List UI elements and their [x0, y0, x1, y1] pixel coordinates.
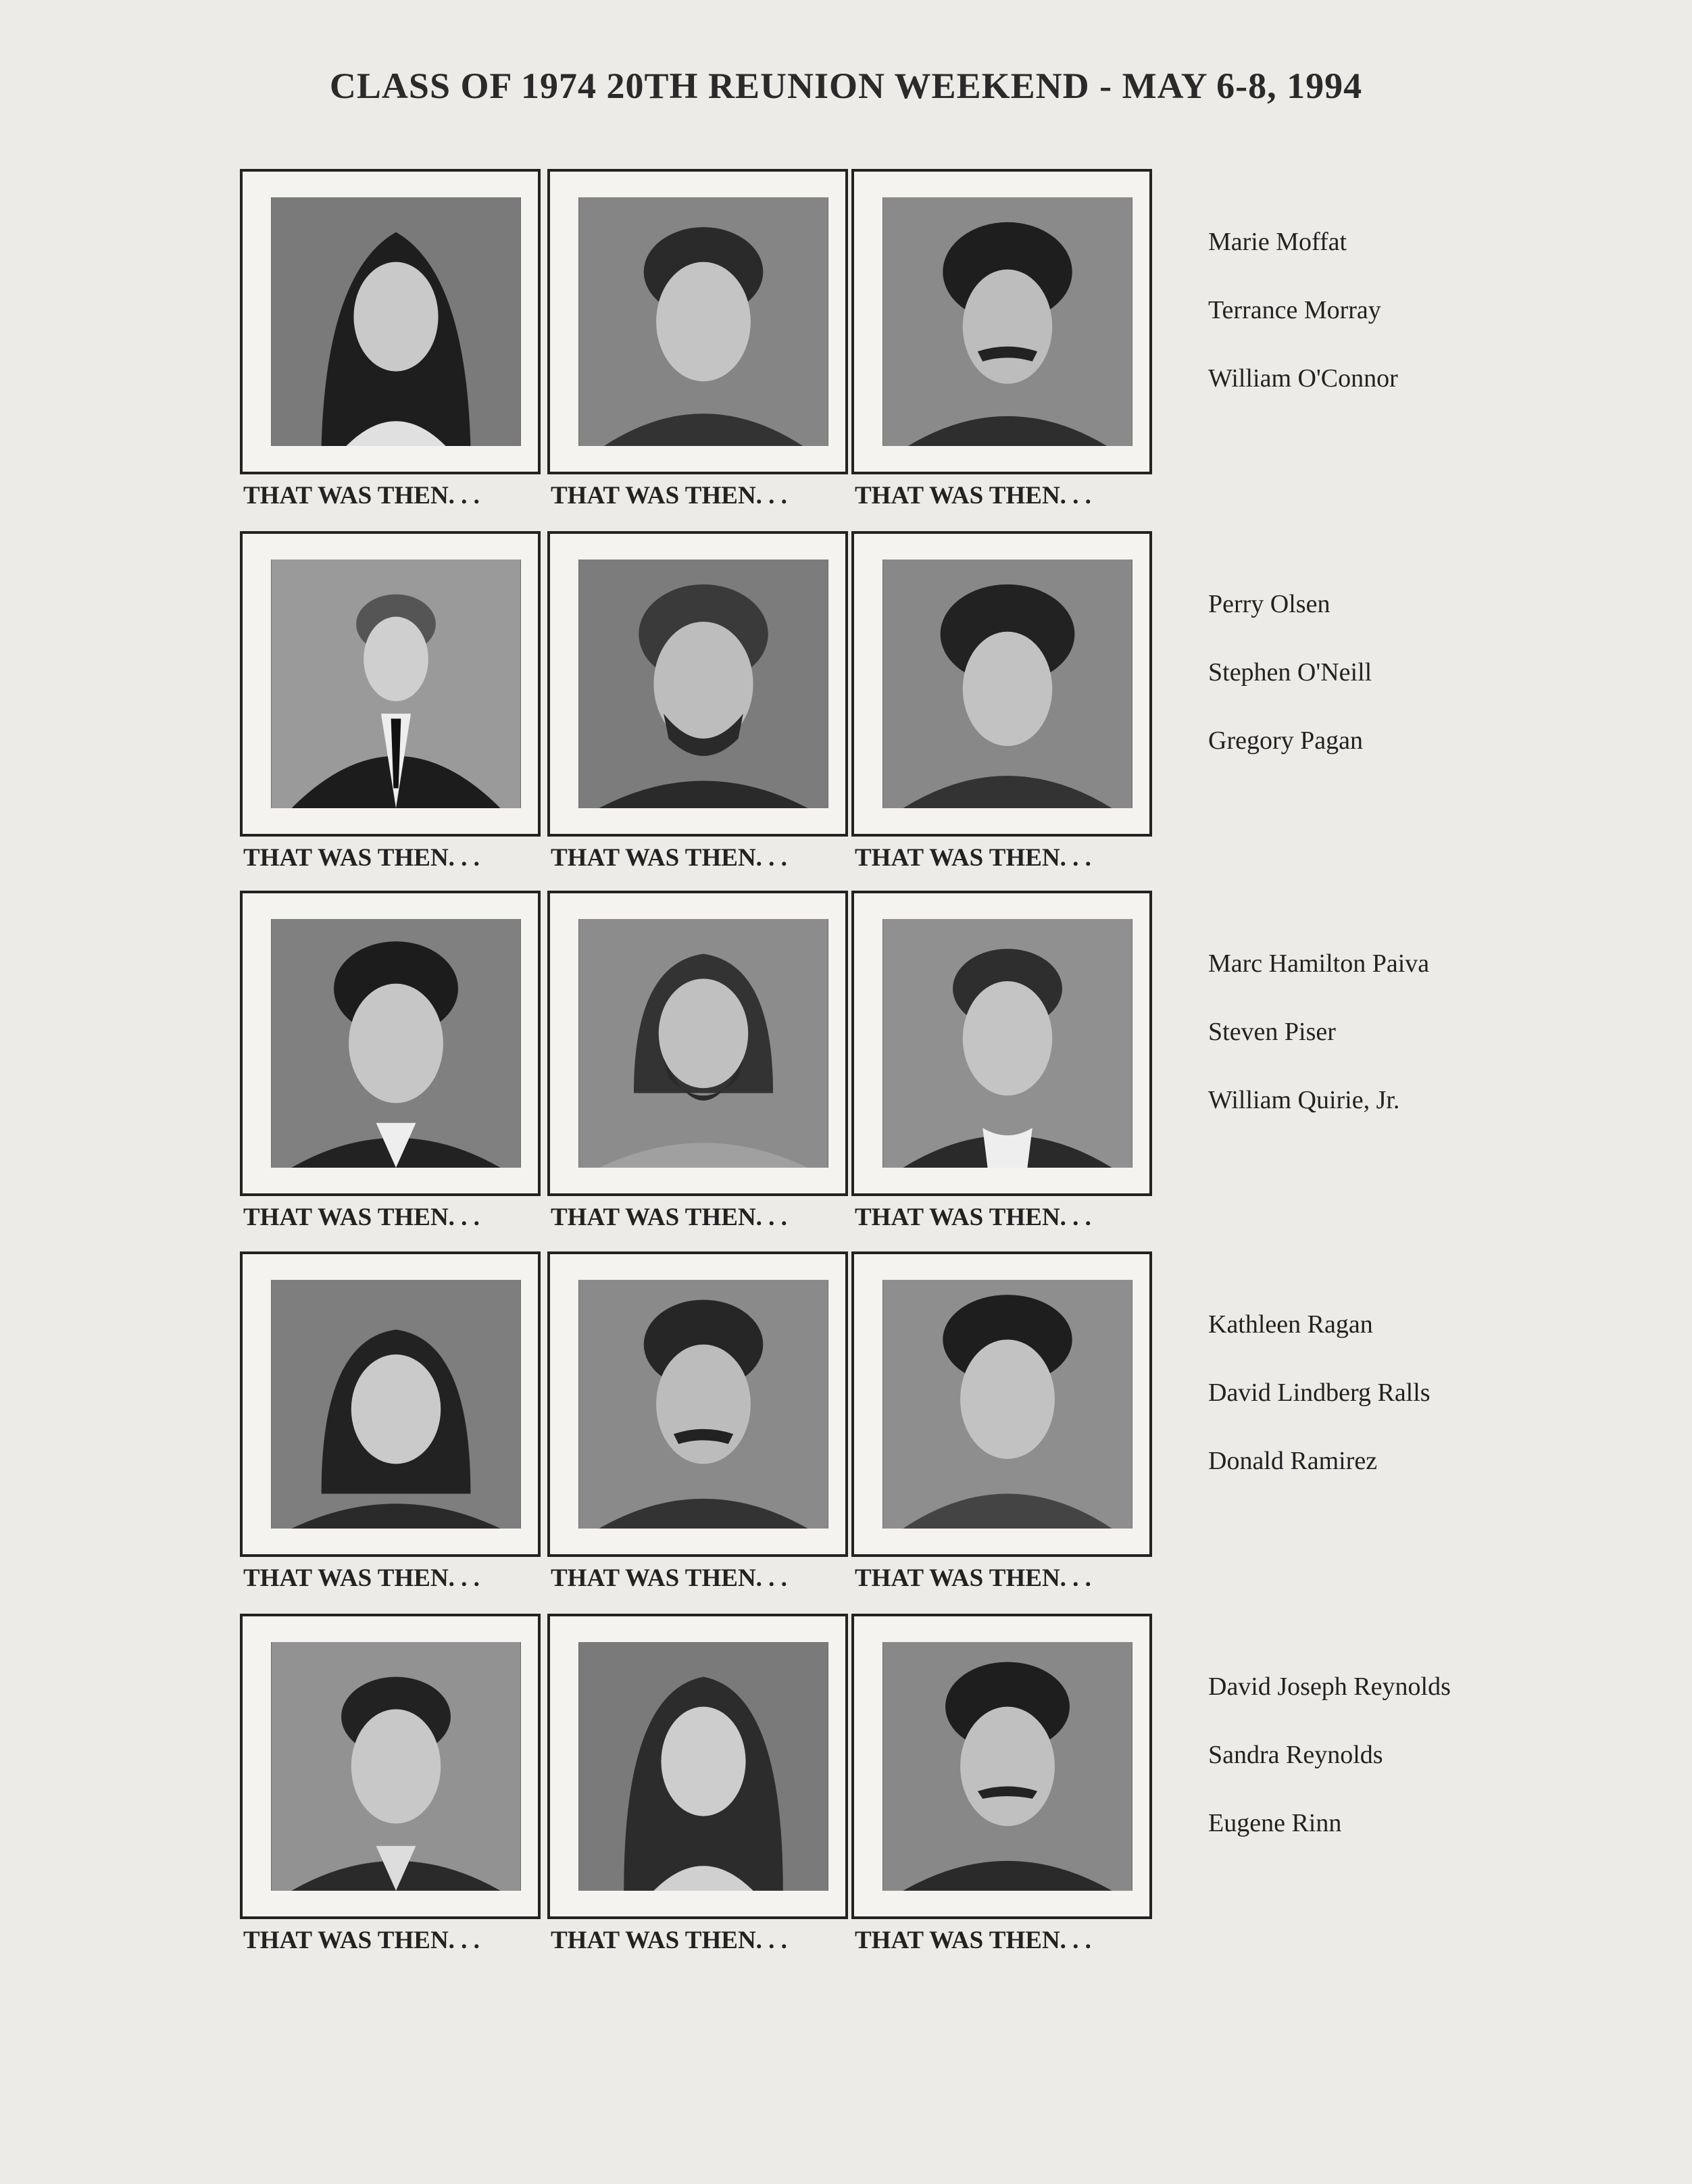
photo-row-5	[240, 1614, 1524, 1965]
person-name: Stephen O'Neill	[1208, 658, 1372, 687]
portrait-photo	[882, 560, 1133, 808]
portrait-frame	[851, 891, 1152, 1196]
portrait-photo	[882, 919, 1133, 1168]
portrait-frame	[547, 1614, 848, 1919]
photo-row-2	[240, 531, 1524, 883]
person-name: William O'Connor	[1208, 364, 1398, 393]
name-list	[1208, 1653, 1451, 1858]
portrait-frame	[240, 1251, 541, 1557]
portrait-photo	[578, 919, 828, 1168]
photo-caption: THAT WAS THEN. . .	[551, 1927, 787, 1954]
portrait-frame	[240, 891, 541, 1196]
photo-caption: THAT WAS THEN. . .	[855, 482, 1091, 510]
person-name: David Joseph Reynolds	[1208, 1672, 1451, 1701]
person-name: Marc Hamilton Paiva	[1208, 949, 1430, 978]
portrait-frame	[547, 1251, 848, 1557]
portrait-frame	[851, 1614, 1152, 1919]
photo-row-4	[240, 1251, 1524, 1603]
photo-row-1	[240, 169, 1524, 520]
portrait-photo	[578, 1280, 828, 1529]
person-name: David Lindberg Ralls	[1208, 1379, 1430, 1407]
photo-caption: THAT WAS THEN. . .	[855, 1564, 1091, 1592]
photo-caption: THAT WAS THEN. . .	[855, 1927, 1091, 1954]
photo-caption: THAT WAS THEN. . .	[855, 844, 1091, 872]
portrait-photo	[578, 197, 828, 446]
name-list	[1208, 1291, 1430, 1495]
photo-caption: THAT WAS THEN. . .	[551, 1203, 787, 1231]
photo-caption: THAT WAS THEN. . .	[243, 1203, 480, 1231]
name-list	[1208, 570, 1372, 775]
photo-caption: THAT WAS THEN. . .	[551, 482, 787, 510]
portrait-frame	[240, 1614, 541, 1919]
portrait-photo	[578, 1642, 828, 1891]
portrait-frame	[851, 1251, 1152, 1557]
portrait-frame	[851, 169, 1152, 474]
person-name: Sandra Reynolds	[1208, 1741, 1383, 1769]
portrait-photo	[271, 560, 521, 808]
portrait-frame	[547, 531, 848, 837]
photo-row-3	[240, 891, 1524, 1242]
person-name: William Quirie, Jr.	[1208, 1086, 1400, 1114]
person-name: Donald Ramirez	[1208, 1447, 1378, 1475]
portrait-photo	[271, 919, 521, 1168]
portrait-photo	[578, 560, 828, 808]
portrait-frame	[547, 891, 848, 1196]
portrait-frame	[851, 531, 1152, 837]
portrait-photo	[882, 1280, 1133, 1529]
name-list	[1208, 930, 1429, 1135]
photo-caption: THAT WAS THEN. . .	[551, 1564, 787, 1592]
photo-caption: THAT WAS THEN. . .	[855, 1203, 1091, 1231]
portrait-photo	[271, 1642, 521, 1891]
person-name: Steven Piser	[1208, 1018, 1336, 1046]
person-name: Kathleen Ragan	[1208, 1310, 1373, 1339]
portrait-photo	[271, 1280, 521, 1529]
photo-caption: THAT WAS THEN. . .	[243, 844, 480, 872]
portrait-frame	[240, 531, 541, 837]
photo-caption: THAT WAS THEN. . .	[243, 1927, 480, 1954]
page-title: CLASS OF 1974 20TH REUNION WEEKEND - MAY 6-8, 1994	[329, 66, 1363, 106]
person-name: Terrance Morray	[1208, 296, 1381, 324]
portrait-photo	[882, 197, 1133, 446]
photo-caption: THAT WAS THEN. . .	[243, 1564, 480, 1592]
photo-caption: THAT WAS THEN. . .	[551, 844, 787, 872]
person-name: Perry Olsen	[1208, 590, 1330, 618]
portrait-photo	[271, 197, 521, 446]
name-list	[1208, 208, 1398, 413]
person-name: Eugene Rinn	[1208, 1809, 1342, 1837]
person-name: Gregory Pagan	[1208, 726, 1363, 755]
portrait-photo	[882, 1642, 1133, 1891]
portrait-frame	[240, 169, 541, 474]
portrait-frame	[547, 169, 848, 474]
photo-caption: THAT WAS THEN. . .	[243, 482, 480, 510]
person-name: Marie Moffat	[1208, 228, 1347, 256]
